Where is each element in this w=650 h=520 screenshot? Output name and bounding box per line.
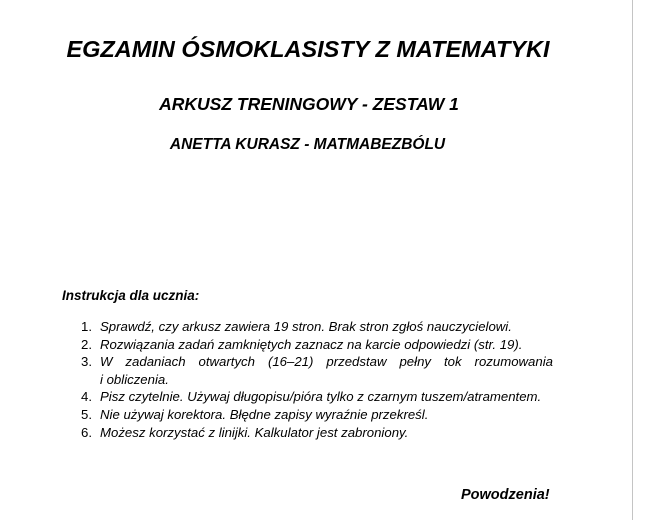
exam-author: ANETTA KURASZ - MATMABEZBÓLU: [169, 136, 446, 153]
instructions-heading: Instrukcja dla ucznia:: [62, 288, 200, 303]
instruction-number: 3.: [81, 354, 92, 370]
exam-title: EGZAMIN ÓSMOKLASISTY Z MATEMATYKI: [66, 36, 550, 62]
instruction-item: [81, 336, 553, 354]
instruction-number: 2.: [81, 336, 92, 352]
instruction-text: Nie używaj korektora. Błędne zapisy wyraźnie przekreśl.: [100, 406, 429, 422]
instruction-item: [81, 353, 553, 388]
instruction-number: 5.: [81, 406, 92, 422]
instruction-number: 4.: [81, 389, 92, 405]
instruction-text-line-2: i obliczenia.: [100, 371, 169, 387]
instruction-text-line-1: W zadaniach otwartych (16–21) przedstaw pełny tok rozumowania: [100, 354, 553, 370]
instruction-number: 6.: [81, 424, 92, 440]
farewell-text: Powodzenia!: [461, 487, 550, 503]
instruction-number: 1.: [81, 319, 92, 334]
instruction-item: [81, 318, 553, 336]
exam-subtitle: ARKUSZ TRENINGOWY - ZESTAW 1: [159, 94, 459, 114]
instructions-list: [81, 318, 553, 441]
instruction-text: Możesz korzystać z linijki. Kalkulator jest zabroniony.: [100, 424, 409, 440]
instruction-item: [81, 424, 553, 442]
instruction-text: Rozwiązania zadań zamkniętych zaznacz na karcie odpowiedzi (str. 19).: [100, 336, 523, 352]
instruction-item: [81, 406, 553, 424]
page-edge-divider: [632, 0, 633, 520]
instruction-text: Pisz czytelnie. Używaj długopisu/pióra tylko z czarnym tuszem/atramentem.: [100, 389, 542, 405]
instruction-item: [81, 388, 553, 406]
instruction-text: Sprawdź, czy arkusz zawiera 19 stron. Brak stron zgłoś nauczycielowi.: [100, 319, 512, 334]
